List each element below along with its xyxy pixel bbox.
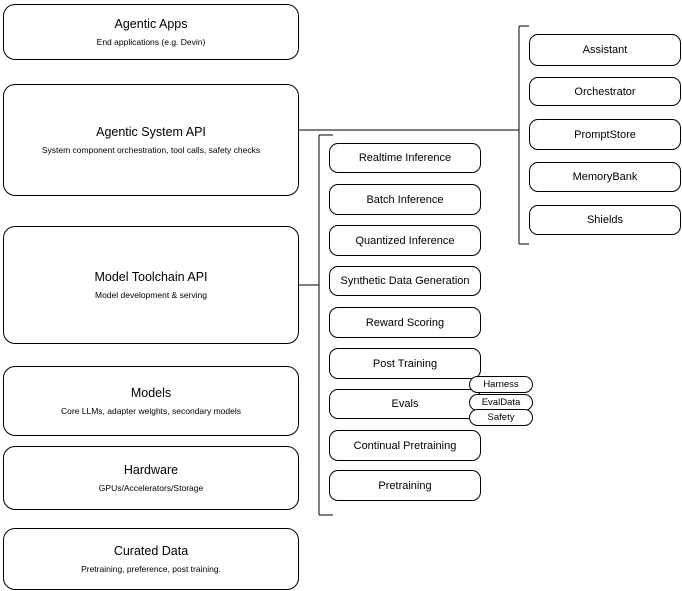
- layer-title: Curated Data: [113, 544, 189, 558]
- layer-curated-data[interactable]: [3, 528, 299, 590]
- layer-title: Models: [130, 386, 172, 400]
- layer-models[interactable]: [3, 366, 299, 436]
- component-post-training[interactable]: [329, 348, 481, 379]
- component-batch-inference[interactable]: [329, 184, 481, 215]
- component-continual-pretraining[interactable]: [329, 430, 481, 461]
- layer-agentic-apps[interactable]: [3, 4, 299, 60]
- component-label: EvalData: [481, 397, 521, 408]
- component-memorybank[interactable]: [529, 162, 681, 192]
- component-label: Shields: [586, 214, 624, 226]
- component-label: Reward Scoring: [365, 316, 445, 329]
- component-label: Pretraining: [378, 479, 432, 492]
- component-label: PromptStore: [574, 128, 636, 141]
- component-label: Synthetic Data Generation: [340, 275, 470, 287]
- component-realtime-inference[interactable]: [329, 143, 481, 173]
- component-label: Harness: [483, 379, 519, 390]
- component-label: Continual Pretraining: [353, 439, 457, 452]
- layer-model-toolchain-api[interactable]: [3, 226, 299, 344]
- component-label: Post Training: [372, 357, 438, 370]
- layer-subtitle: Model development & serving: [95, 290, 207, 300]
- layer-title: Agentic System API: [96, 125, 206, 139]
- component-harness[interactable]: [469, 376, 533, 393]
- component-label: MemoryBank: [572, 171, 638, 183]
- component-evals[interactable]: [329, 389, 481, 419]
- component-pretraining[interactable]: [329, 470, 481, 501]
- component-shields[interactable]: [529, 205, 681, 235]
- component-label: Quantized Inference: [355, 234, 455, 247]
- component-synthetic-data-generation[interactable]: [329, 266, 481, 296]
- component-assistant[interactable]: [529, 34, 681, 66]
- component-safety[interactable]: [469, 409, 533, 426]
- layer-subtitle: GPUs/Accelerators/Storage: [98, 483, 204, 493]
- layer-agentic-system-api[interactable]: [3, 84, 299, 196]
- layer-title: Model Toolchain API: [94, 270, 208, 284]
- component-reward-scoring[interactable]: [329, 307, 481, 338]
- component-orchestrator[interactable]: [529, 77, 681, 106]
- component-label: Orchestrator: [574, 85, 636, 98]
- layer-subtitle: Pretraining, preference, post training.: [81, 564, 221, 574]
- layer-subtitle: Core LLMs, adapter weights, secondary models: [60, 406, 241, 416]
- layer-hardware[interactable]: [3, 446, 299, 510]
- component-label: Safety: [487, 412, 515, 423]
- component-label: Assistant: [582, 44, 628, 56]
- component-promptstore[interactable]: [529, 119, 681, 150]
- layer-subtitle: System component orchestration, tool calls, safety checks: [41, 145, 261, 155]
- layer-subtitle: End applications (e.g. Devin): [96, 37, 206, 47]
- layer-title: Hardware: [123, 463, 179, 477]
- component-label: Batch Inference: [366, 193, 444, 206]
- component-quantized-inference[interactable]: [329, 225, 481, 256]
- component-label: Evals: [391, 398, 419, 410]
- layer-title: Agentic Apps: [114, 17, 188, 31]
- component-label: Realtime Inference: [358, 152, 452, 164]
